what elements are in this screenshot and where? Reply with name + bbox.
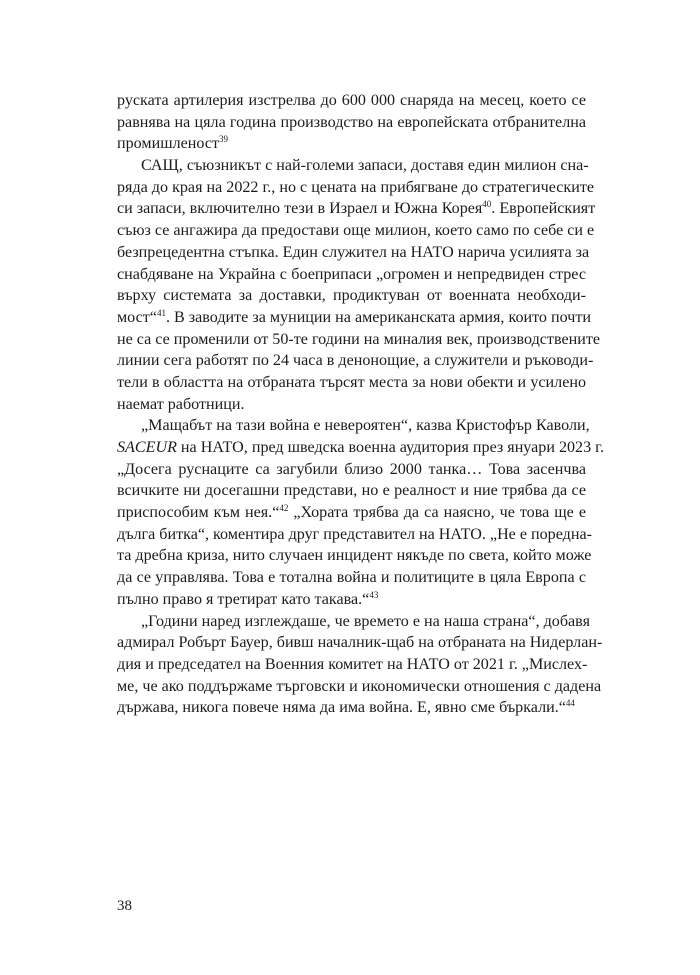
text-line — [117, 589, 586, 611]
line-text: на НАТО, пред шведска военна аудитория през януари 2023 г. — [176, 439, 604, 456]
text-line — [117, 502, 586, 524]
line-text: безпрецедентна стъпка. Един служител на НАТО нарича усилията за — [117, 243, 590, 261]
text-line — [117, 307, 591, 329]
line-text: „Досега руснаците са загубили близо 2000 танка… Това засенчва — [117, 460, 586, 478]
line-text: всичките ни досегашни представи, но е реалност и ние трябва да се — [117, 482, 586, 500]
text-line — [117, 459, 586, 481]
line-text: държава, никога повече няма да има война. Е, явно сме бъркали.“ — [117, 699, 566, 717]
text-line — [117, 329, 601, 351]
line-text: САЩ, съюзникът с най-големи запаси, доставя един милион сна- — [141, 157, 589, 175]
text-line — [117, 220, 595, 242]
text-line — [117, 697, 586, 719]
line-text: „Години наред изглеждаше, че времето е на наша страна“, добавя — [141, 612, 590, 630]
page-number: 38 — [117, 898, 132, 914]
footnote-reference: 40 — [482, 199, 492, 210]
line-text: дия и председател на Военния комитет на НАТО от 2021 г. „Мислех- — [117, 655, 588, 673]
line-text: та дребна криза, нито случаен инцидент някъде по света, който може — [117, 547, 592, 565]
text-line — [117, 198, 596, 220]
text-line — [117, 394, 586, 416]
text-line — [117, 177, 595, 199]
text-line — [117, 611, 590, 633]
line-text: пълно право я третират като такава.“ — [117, 590, 370, 608]
text-line — [117, 155, 589, 177]
line-text: да се управлява. Това е тотална война и политиците в цяла Европа с — [117, 569, 586, 587]
text-line — [117, 242, 590, 264]
line-text: „Мащабът на тази война е невероятен“, казва Кристофър Каволи, — [141, 417, 590, 435]
paragraph — [117, 611, 603, 719]
body-text — [117, 90, 604, 719]
line-text: си запаси, включително тези в Израел и Южна Корея — [117, 200, 483, 218]
text-line — [117, 567, 586, 589]
line-text: адмирал Робърт Бауер, бивш началник-щаб на отбраната на Нидерлан- — [117, 634, 603, 652]
text-line — [117, 437, 604, 459]
line-text: ме, че ако поддържаме търговски и икономически отношения с дадена — [117, 677, 602, 695]
text-line — [117, 372, 586, 394]
text-line — [117, 285, 586, 307]
line-text: . Европейският — [491, 200, 596, 218]
text-line — [117, 545, 592, 567]
text-line — [117, 676, 602, 698]
line-text: руската артилерия изстрелва до 600 000 снаряда на месец, което се — [117, 92, 586, 109]
footnote-reference: 41 — [156, 307, 166, 318]
footnote-reference: 39 — [219, 134, 229, 145]
paragraph — [117, 155, 601, 415]
paragraph — [117, 90, 586, 155]
footnote-reference: 44 — [565, 698, 575, 709]
line-text: мост“ — [117, 308, 157, 326]
line-text: ряда до края на 2022 г., но с цената на прибягване до стратегическите — [117, 178, 595, 196]
footnote-reference: 42 — [279, 503, 289, 514]
line-text: тели в областта на отбраната търсят места за нови обекти и усилено — [117, 373, 586, 391]
text-line — [117, 415, 590, 437]
text-line — [117, 632, 603, 654]
line-text: не са се променили от 50-те години на миналия век, производствените — [117, 330, 601, 348]
text-line — [117, 480, 586, 502]
line-text: „Хората трябва да са наясно, че това ще е — [288, 504, 586, 522]
text-line — [117, 654, 586, 676]
text-line — [117, 264, 586, 286]
italic-term: SACEUR — [117, 439, 177, 456]
footnote-reference: 43 — [369, 589, 379, 600]
text-line — [117, 90, 586, 112]
line-text: . В заводите за муниции на американската армия, които почти — [165, 308, 591, 326]
line-text: върху системата за доставки, продиктуван от военната необходи- — [117, 287, 586, 305]
line-text: равнява на цяла година производство на европейската отбранителна — [117, 113, 586, 131]
line-text: промишленост — [117, 135, 220, 153]
line-text: линии сега работят по 24 часа в денонощие, а служители и ръководи- — [117, 352, 594, 370]
text-line — [117, 350, 594, 372]
line-text: дълга битка“, коментира друг представител на НАТО. „Не е поредна- — [117, 525, 592, 543]
paragraph — [117, 415, 604, 610]
text-line — [117, 112, 586, 134]
line-text: приспособим към нея.“ — [117, 504, 280, 522]
text-line — [117, 524, 592, 546]
line-text: снабдяване на Украйна с боеприпаси „огромен и непредвиден стрес — [117, 265, 586, 283]
line-text: съюз се ангажира да предостави още милион, което само по себе си е — [117, 222, 595, 240]
line-text: наемат работници. — [117, 395, 245, 413]
text-line — [117, 133, 586, 155]
